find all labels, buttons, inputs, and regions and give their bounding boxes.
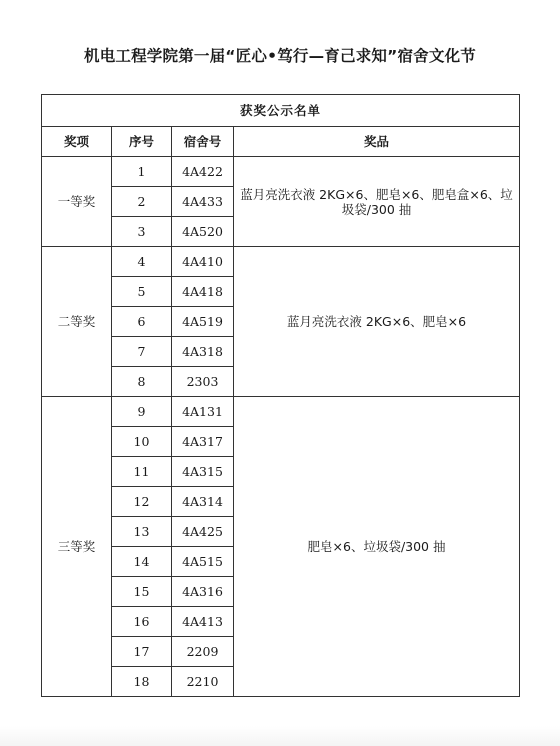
award-table (41, 94, 520, 697)
table-caption: 获奖公示名单 (42, 95, 520, 127)
header-dorm: 宿舍号 (172, 127, 234, 157)
dorm-cell: 4A519 (172, 307, 234, 337)
table-row (42, 247, 520, 277)
dorm-cell: 4A316 (172, 577, 234, 607)
dorm-cell: 4A515 (172, 547, 234, 577)
page-title: 机电工程学院第一届“匠心•笃行—育己求知”宿舍文化节 (84, 47, 476, 65)
dorm-cell: 4A410 (172, 247, 234, 277)
header-number: 序号 (112, 127, 172, 157)
dorm-cell: 4A314 (172, 487, 234, 517)
number-cell: 14 (112, 547, 172, 577)
table-row (42, 397, 520, 427)
caption-row (42, 95, 520, 127)
header-row (42, 127, 520, 157)
prize-cell: 肥皂×6、垃圾袋/300 抽 (234, 397, 520, 697)
table-body (42, 95, 520, 697)
table-row (42, 157, 520, 187)
header-prize: 奖品 (234, 127, 520, 157)
prize-cell: 蓝月亮洗衣液 2KG×6、肥皂×6、肥皂盒×6、垃圾袋/300 抽 (234, 157, 520, 247)
header-level: 奖项 (42, 127, 112, 157)
dorm-cell: 4A318 (172, 337, 234, 367)
award-level-cell: 一等奖 (42, 157, 112, 247)
number-cell: 9 (112, 397, 172, 427)
number-cell: 16 (112, 607, 172, 637)
number-cell: 10 (112, 427, 172, 457)
number-cell: 11 (112, 457, 172, 487)
dorm-cell: 4A422 (172, 157, 234, 187)
dorm-cell: 4A520 (172, 217, 234, 247)
number-cell: 15 (112, 577, 172, 607)
award-level-cell: 三等奖 (42, 397, 112, 697)
number-cell: 6 (112, 307, 172, 337)
dorm-cell: 4A425 (172, 517, 234, 547)
dorm-cell: 4A315 (172, 457, 234, 487)
dorm-cell: 4A131 (172, 397, 234, 427)
number-cell: 18 (112, 667, 172, 697)
prize-cell: 蓝月亮洗衣液 2KG×6、肥皂×6 (234, 247, 520, 397)
number-cell: 2 (112, 187, 172, 217)
dorm-cell: 4A413 (172, 607, 234, 637)
dorm-cell: 4A418 (172, 277, 234, 307)
dorm-cell: 2210 (172, 667, 234, 697)
number-cell: 7 (112, 337, 172, 367)
dorm-cell: 4A317 (172, 427, 234, 457)
number-cell: 8 (112, 367, 172, 397)
award-level-cell: 二等奖 (42, 247, 112, 397)
number-cell: 17 (112, 637, 172, 667)
number-cell: 3 (112, 217, 172, 247)
page-bottom-edge (0, 726, 560, 746)
number-cell: 5 (112, 277, 172, 307)
number-cell: 1 (112, 157, 172, 187)
number-cell: 13 (112, 517, 172, 547)
dorm-cell: 2209 (172, 637, 234, 667)
dorm-cell: 4A433 (172, 187, 234, 217)
number-cell: 12 (112, 487, 172, 517)
number-cell: 4 (112, 247, 172, 277)
dorm-cell: 2303 (172, 367, 234, 397)
